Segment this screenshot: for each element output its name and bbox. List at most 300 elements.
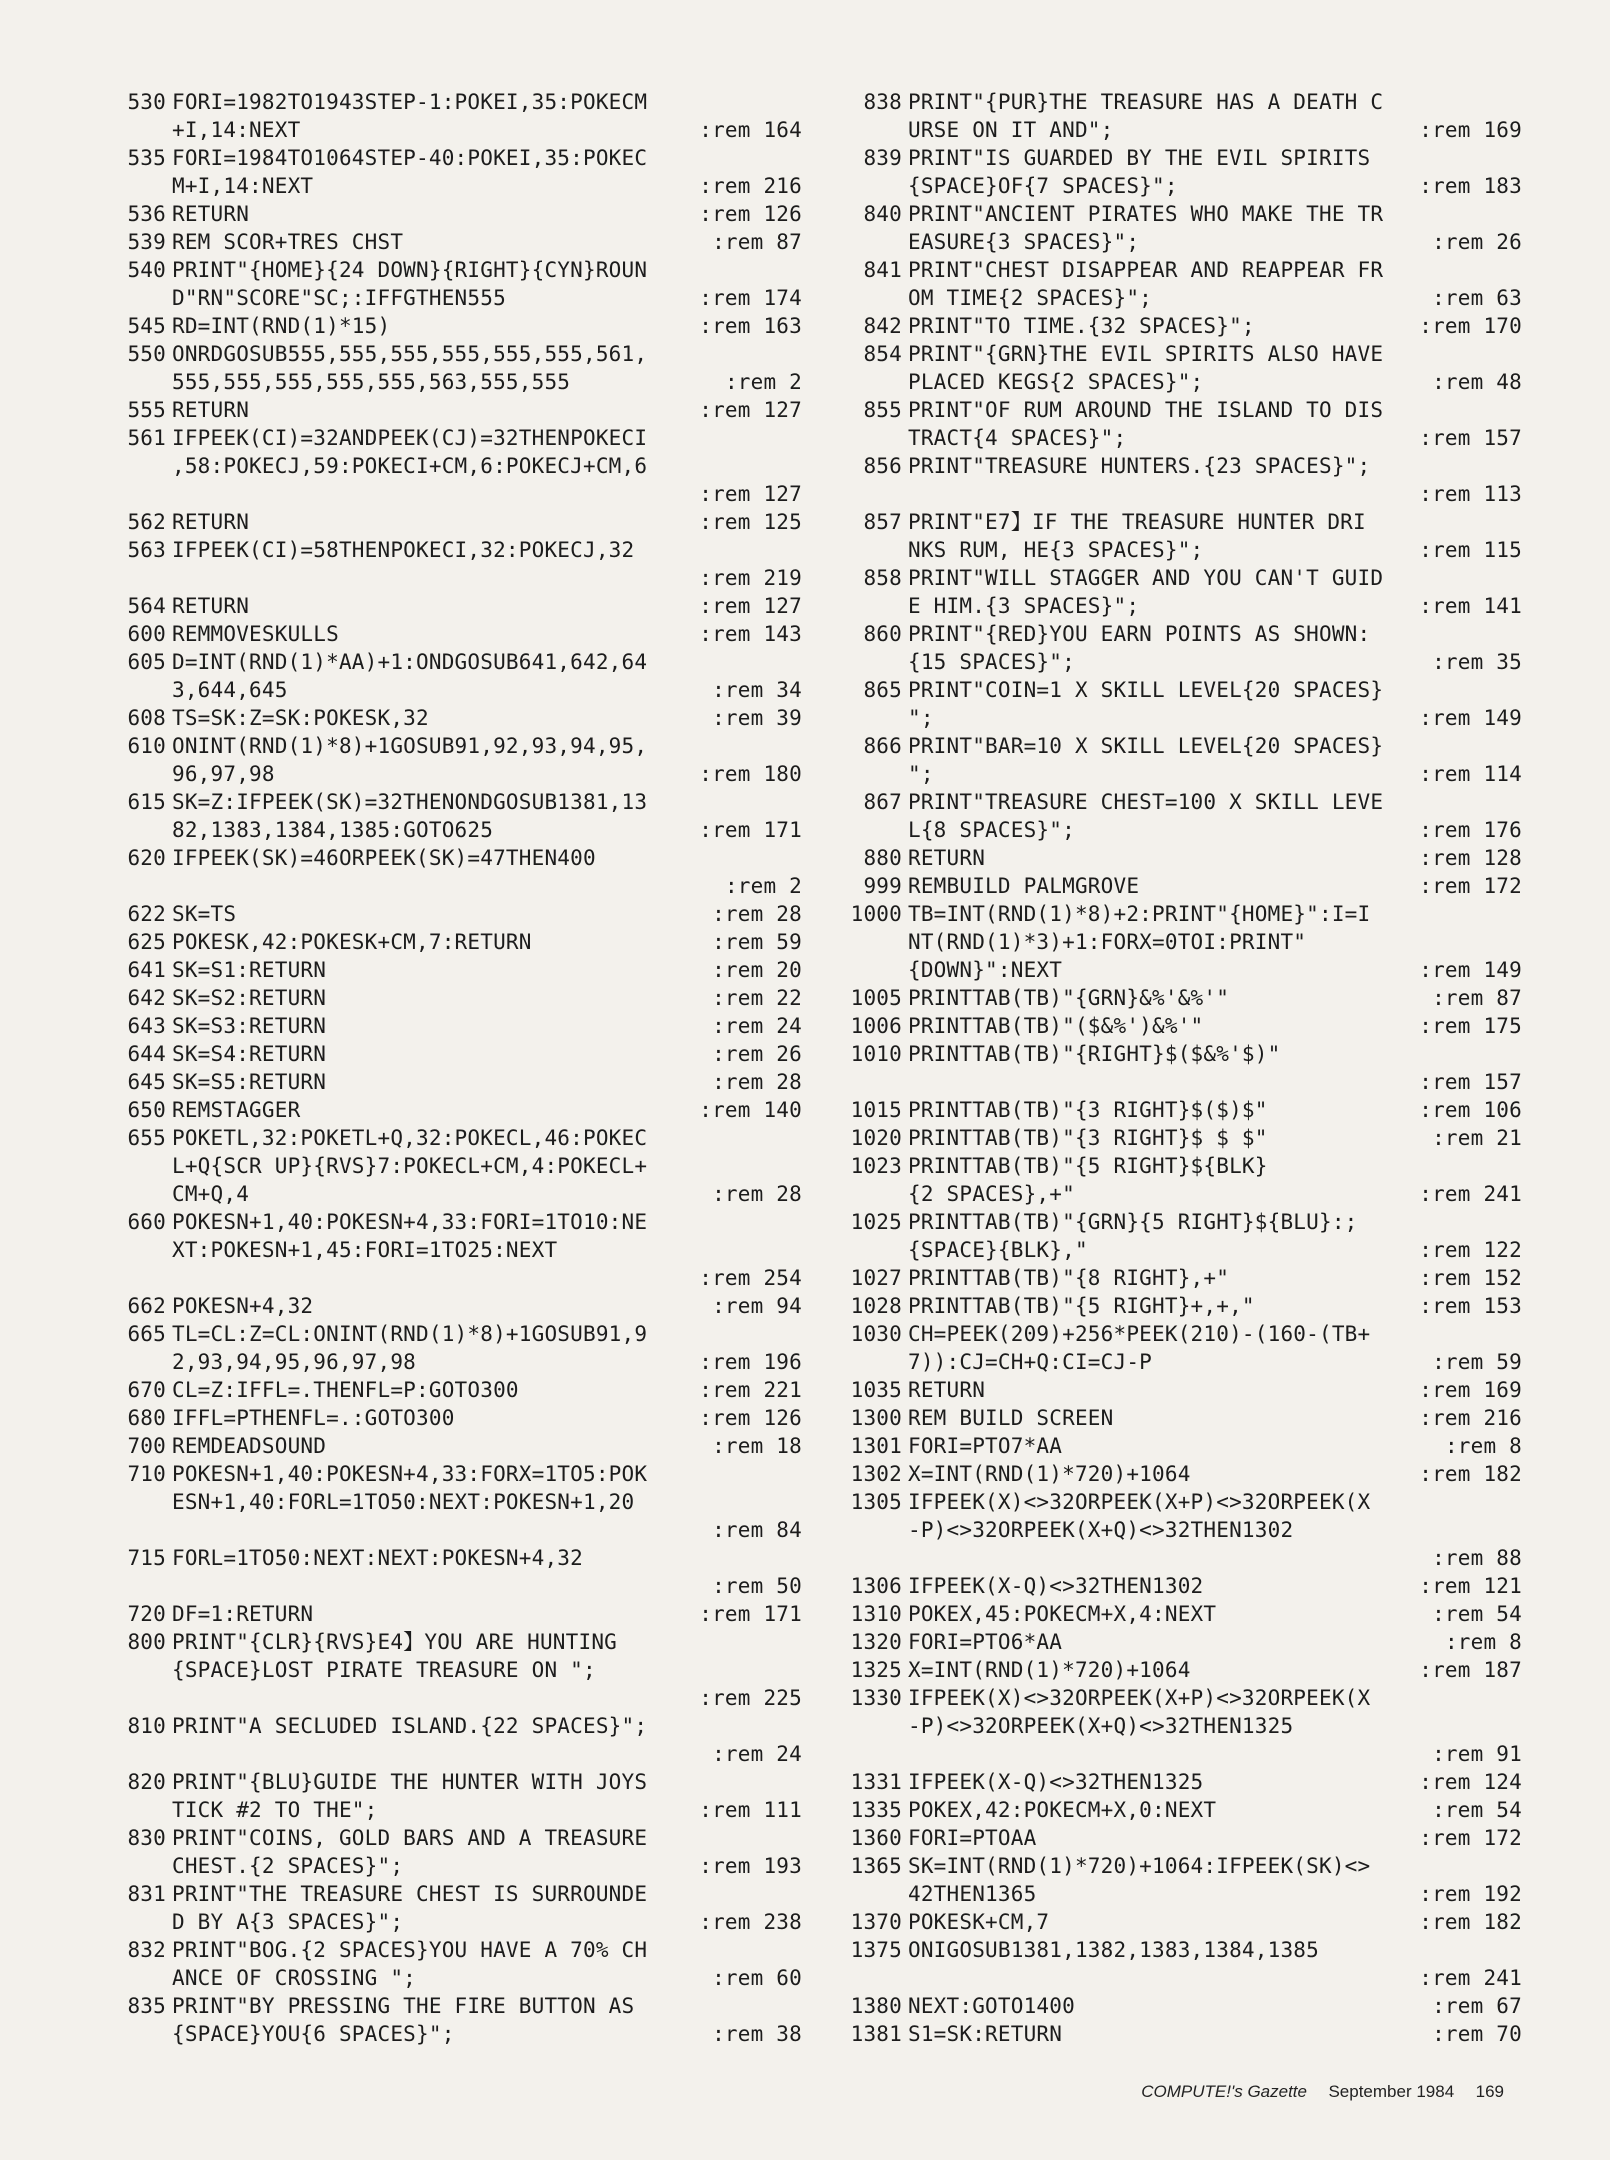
code-text: IFPEEK(X)<>32ORPEEK(X+P)<>32ORPEEK(X [908, 1686, 1371, 1710]
checksum-rem: :rem 127 [699, 594, 802, 618]
code-text: POKESN+1,40:POKESN+4,33:FORI=1TO10:NE [172, 1210, 648, 1234]
program-line [822, 1124, 1522, 1152]
checksum-rem: :rem 63 [1432, 286, 1522, 310]
checksum-rem: :rem 219 [699, 566, 802, 590]
program-line [822, 1264, 1522, 1292]
code-text: POKEX,42:POKECM+X,0:NEXT [908, 1798, 1217, 1822]
code-text: 96,97,98 [172, 762, 275, 786]
code-text: PRINT"BOG.{2 SPACES}YOU HAVE A 70% CH [172, 1938, 648, 1962]
code-text: PRINT"{RED}YOU EARN POINTS AS SHOWN: [908, 622, 1371, 646]
checksum-rem: :rem 121 [1419, 1574, 1522, 1598]
program-line [822, 312, 1522, 340]
code-text: PRINT"{BLU}GUIDE THE HUNTER WITH JOYS [172, 1770, 648, 1794]
line-number: 715 [127, 1546, 166, 1570]
line-number: 832 [127, 1938, 166, 1962]
line-number: 643 [127, 1014, 166, 1038]
checksum-rem: :rem 91 [1432, 1742, 1522, 1766]
code-text: FORI=1982TO1943STEP-1:POKEI,35:POKECM [172, 90, 648, 114]
code-text: PRINT"BY PRESSING THE FIRE BUTTON AS [172, 1994, 635, 2018]
checksum-rem: :rem 18 [712, 1434, 802, 1458]
program-line [102, 1068, 802, 1096]
checksum-rem: :rem 48 [1432, 370, 1522, 394]
code-text: PLACED KEGS{2 SPACES}"; [908, 370, 1204, 394]
code-text: FORI=PTO6*AA [908, 1630, 1063, 1654]
line-number: 1035 [850, 1378, 902, 1402]
program-line [822, 396, 1522, 452]
program-line [822, 844, 1522, 872]
program-line [822, 1320, 1522, 1376]
line-number: 835 [127, 1994, 166, 2018]
line-number: 999 [863, 874, 902, 898]
code-text: REM BUILD SCREEN [908, 1406, 1114, 1430]
code-text: PRINT"COIN=1 X SKILL LEVEL{20 SPACES} [908, 678, 1384, 702]
program-line [822, 1096, 1522, 1124]
line-number: 1370 [850, 1910, 902, 1934]
code-text: SK=S5:RETURN [172, 1070, 327, 1094]
program-line [102, 1404, 802, 1432]
checksum-rem: :rem 140 [699, 1098, 802, 1122]
line-number: 1020 [850, 1126, 902, 1150]
code-text: XT:POKESN+1,45:FORI=1TO25:NEXT [172, 1238, 558, 1262]
checksum-rem: :rem 157 [1419, 426, 1522, 450]
program-line [102, 732, 802, 788]
line-number: 1010 [850, 1042, 902, 1066]
checksum-rem: :rem 182 [1419, 1462, 1522, 1486]
checksum-rem: :rem 87 [712, 230, 802, 254]
checksum-rem: :rem 238 [699, 1910, 802, 1934]
checksum-rem: :rem 59 [1432, 1350, 1522, 1374]
code-text: PRINT"A SECLUDED ISLAND.{22 SPACES}"; [172, 1714, 648, 1738]
line-number: 1306 [850, 1574, 902, 1598]
line-number: 615 [127, 790, 166, 814]
program-line [102, 1320, 802, 1376]
code-text: OM TIME{2 SPACES}"; [908, 286, 1153, 310]
line-number: 820 [127, 1770, 166, 1794]
code-text: REMDEADSOUND [172, 1434, 327, 1458]
program-line [822, 1572, 1522, 1600]
checksum-rem: :rem 126 [699, 1406, 802, 1430]
code-text: TICK #2 TO THE"; [172, 1798, 378, 1822]
checksum-rem: :rem 225 [699, 1686, 802, 1710]
program-line [102, 592, 802, 620]
listing-column-right [822, 88, 1522, 2048]
line-number: 600 [127, 622, 166, 646]
code-text: FORI=1984TO1064STEP-40:POKEI,35:POKEC [172, 146, 648, 170]
program-line [102, 1432, 802, 1460]
checksum-rem: :rem 8 [1444, 1434, 1522, 1458]
line-number: 1381 [850, 2022, 902, 2046]
code-text: DF=1:RETURN [172, 1602, 314, 1626]
checksum-rem: :rem 38 [712, 2022, 802, 2046]
line-number: 831 [127, 1882, 166, 1906]
checksum-rem: :rem 241 [1419, 1966, 1522, 1990]
program-line [102, 424, 802, 508]
program-line [102, 1600, 802, 1628]
code-text: FORL=1TO50:NEXT:NEXT:POKESN+4,32 [172, 1546, 583, 1570]
program-line [822, 508, 1522, 564]
code-text: NT(RND(1)*3)+1:FORX=0TOI:PRINT" [908, 930, 1307, 954]
line-number: 854 [863, 342, 902, 366]
code-text: PRINTTAB(TB)"($&%')&%'" [908, 1014, 1204, 1038]
checksum-rem: :rem 180 [699, 762, 802, 786]
code-text: PRINT"{CLR}{RVS}E4】YOU ARE HUNTING [172, 1630, 618, 1654]
program-line [102, 928, 802, 956]
program-line [102, 228, 802, 256]
program-line [102, 1824, 802, 1880]
code-text: PRINTTAB(TB)"{5 RIGHT}${BLK} [908, 1154, 1268, 1178]
code-text: POKESN+1,40:POKESN+4,33:FORX=1TO5:POK [172, 1462, 648, 1486]
code-text: ANCE OF CROSSING "; [172, 1966, 417, 1990]
line-number: 622 [127, 902, 166, 926]
code-text: RETURN [172, 594, 250, 618]
line-number: 800 [127, 1630, 166, 1654]
line-number: 1301 [850, 1434, 902, 1458]
checksum-rem: :rem 149 [1419, 958, 1522, 982]
program-line [102, 1936, 802, 1992]
checksum-rem: :rem 193 [699, 1854, 802, 1878]
program-line [822, 1908, 1522, 1936]
program-line [102, 1208, 802, 1292]
line-number: 1028 [850, 1294, 902, 1318]
code-text: POKESK,42:POKESK+CM,7:RETURN [172, 930, 532, 954]
checksum-rem: :rem 67 [1432, 1994, 1522, 2018]
program-line [102, 200, 802, 228]
checksum-rem: :rem 141 [1419, 594, 1522, 618]
line-number: 641 [127, 958, 166, 982]
line-number: 645 [127, 1070, 166, 1094]
line-number: 670 [127, 1378, 166, 1402]
program-line [822, 872, 1522, 900]
code-text: {SPACE}LOST PIRATE TREASURE ON "; [172, 1658, 596, 1682]
checksum-rem: :rem 2 [724, 874, 802, 898]
code-text: PRINTTAB(TB)"{RIGHT}$($&%'$)" [908, 1042, 1281, 1066]
checksum-rem: :rem 34 [712, 678, 802, 702]
program-line [822, 620, 1522, 676]
line-number: 530 [127, 90, 166, 114]
code-text: RETURN [908, 846, 986, 870]
checksum-rem: :rem 125 [699, 510, 802, 534]
code-text: "; [908, 762, 934, 786]
line-number: 865 [863, 678, 902, 702]
program-line [102, 788, 802, 844]
code-text: PRINTTAB(TB)"{3 RIGHT}$($)$" [908, 1098, 1268, 1122]
program-line [822, 256, 1522, 312]
code-text: {15 SPACES}"; [908, 650, 1075, 674]
program-line [102, 1768, 802, 1824]
publication-name: COMPUTE!'s Gazette [1141, 2082, 1307, 2101]
code-text: {SPACE}YOU{6 SPACES}"; [172, 2022, 455, 2046]
line-number: 540 [127, 258, 166, 282]
program-line [822, 1460, 1522, 1488]
code-text: IFPEEK(SK)=46ORPEEK(SK)=47THEN400 [172, 846, 596, 870]
checksum-rem: :rem 241 [1419, 1182, 1522, 1206]
program-line [102, 1292, 802, 1320]
checksum-rem: :rem 70 [1432, 2022, 1522, 2046]
line-number: 857 [863, 510, 902, 534]
code-text: L+Q{SCR UP}{RVS}7:POKECL+CM,4:POKECL+ [172, 1154, 648, 1178]
checksum-rem: :rem 26 [1432, 230, 1522, 254]
line-number: 842 [863, 314, 902, 338]
program-line [102, 900, 802, 928]
code-text: ESN+1,40:FORL=1TO50:NEXT:POKESN+1,20 [172, 1490, 635, 1514]
line-number: 1365 [850, 1854, 902, 1878]
program-line [822, 1432, 1522, 1460]
line-number: 1006 [850, 1014, 902, 1038]
checksum-rem: :rem 192 [1419, 1882, 1522, 1906]
line-number: 1025 [850, 1210, 902, 1234]
line-number: 539 [127, 230, 166, 254]
checksum-rem: :rem 2 [724, 370, 802, 394]
checksum-rem: :rem 169 [1419, 1378, 1522, 1402]
code-text: REMBUILD PALMGROVE [908, 874, 1140, 898]
code-text: RETURN [908, 1378, 986, 1402]
code-text: X=INT(RND(1)*720)+1064 [908, 1462, 1191, 1486]
checksum-rem: :rem 182 [1419, 1910, 1522, 1934]
program-line [822, 1684, 1522, 1768]
code-text: RETURN [172, 202, 250, 226]
checksum-rem: :rem 21 [1432, 1126, 1522, 1150]
code-text: CH=PEEK(209)+256*PEEK(210)-(160-(TB+ [908, 1322, 1371, 1346]
line-number: 1300 [850, 1406, 902, 1430]
program-line [102, 1012, 802, 1040]
code-text: REM SCOR+TRES CHST [172, 230, 404, 254]
line-number: 1015 [850, 1098, 902, 1122]
code-text: "; [908, 706, 934, 730]
code-text: PRINT"IS GUARDED BY THE EVIL SPIRITS [908, 146, 1371, 170]
line-number: 1380 [850, 1994, 902, 2018]
code-text: PRINT"BAR=10 X SKILL LEVEL{20 SPACES} [908, 734, 1384, 758]
code-text: {SPACE}OF{7 SPACES}"; [908, 174, 1178, 198]
code-text: CL=Z:IFFL=.THENFL=P:GOTO300 [172, 1378, 519, 1402]
program-line [102, 648, 802, 704]
line-number: 680 [127, 1406, 166, 1430]
code-text: TL=CL:Z=CL:ONINT(RND(1)*8)+1GOSUB91,9 [172, 1322, 648, 1346]
line-number: 838 [863, 90, 902, 114]
line-number: 655 [127, 1126, 166, 1150]
code-text: 3,644,645 [172, 678, 288, 702]
code-text: PRINT"THE TREASURE CHEST IS SURROUNDE [172, 1882, 648, 1906]
code-text: PRINT"{HOME}{24 DOWN}{RIGHT}{CYN}ROUN [172, 258, 648, 282]
line-number: 839 [863, 146, 902, 170]
code-text: RD=INT(RND(1)*15) [172, 314, 391, 338]
program-line [102, 620, 802, 648]
line-number: 866 [863, 734, 902, 758]
program-line [102, 312, 802, 340]
code-text: PRINT"ANCIENT PIRATES WHO MAKE THE TR [908, 202, 1384, 226]
program-line [822, 1152, 1522, 1208]
code-text: SK=TS [172, 902, 237, 926]
program-line [102, 984, 802, 1012]
program-line [822, 564, 1522, 620]
code-text: SK=Z:IFPEEK(SK)=32THENONDGOSUB1381,13 [172, 790, 648, 814]
code-text: PRINTTAB(TB)"{3 RIGHT}$ $ $" [908, 1126, 1268, 1150]
code-text: PRINTTAB(TB)"{8 RIGHT},+" [908, 1266, 1230, 1290]
code-text: -P)<>32ORPEEK(X+Q)<>32THEN1302 [908, 1518, 1294, 1542]
checksum-rem: :rem 94 [712, 1294, 802, 1318]
code-text: 82,1383,1384,1385:GOTO625 [172, 818, 494, 842]
program-line [822, 144, 1522, 200]
checksum-rem: :rem 106 [1419, 1098, 1522, 1122]
program-line [102, 1992, 802, 2048]
line-number: 855 [863, 398, 902, 422]
program-line [822, 1768, 1522, 1796]
program-line [822, 340, 1522, 396]
checksum-rem: :rem 152 [1419, 1266, 1522, 1290]
checksum-rem: :rem 8 [1444, 1630, 1522, 1654]
code-text: IFPEEK(CI)=32ANDPEEK(CJ)=32THENPOKECI [172, 426, 648, 450]
code-text: X=INT(RND(1)*720)+1064 [908, 1658, 1191, 1682]
program-line [822, 200, 1522, 256]
line-number: 1030 [850, 1322, 902, 1346]
line-number: 1325 [850, 1658, 902, 1682]
program-line [822, 88, 1522, 144]
code-text: IFPEEK(X-Q)<>32THEN1302 [908, 1574, 1204, 1598]
line-number: 563 [127, 538, 166, 562]
program-line [822, 1656, 1522, 1684]
line-number: 710 [127, 1462, 166, 1486]
program-line [102, 1880, 802, 1936]
code-text: PRINTTAB(TB)"{GRN}&%'&%'" [908, 986, 1230, 1010]
program-line [822, 1796, 1522, 1824]
checksum-rem: :rem 87 [1432, 986, 1522, 1010]
checksum-rem: :rem 176 [1419, 818, 1522, 842]
code-text: SK=S4:RETURN [172, 1042, 327, 1066]
line-number: 1335 [850, 1798, 902, 1822]
checksum-rem: :rem 153 [1419, 1294, 1522, 1318]
code-text: PRINTTAB(TB)"{GRN}{5 RIGHT}${BLU}:; [908, 1210, 1358, 1234]
code-text: CHEST.{2 SPACES}"; [172, 1854, 404, 1878]
line-number: 535 [127, 146, 166, 170]
checksum-rem: :rem 113 [1419, 482, 1522, 506]
checksum-rem: :rem 164 [699, 118, 802, 142]
line-number: 1023 [850, 1154, 902, 1178]
checksum-rem: :rem 22 [712, 986, 802, 1010]
program-line [102, 508, 802, 536]
checksum-rem: :rem 175 [1419, 1014, 1522, 1038]
checksum-rem: :rem 163 [699, 314, 802, 338]
code-text: FORI=PTO7*AA [908, 1434, 1063, 1458]
program-line [102, 1712, 802, 1768]
checksum-rem: :rem 171 [699, 1602, 802, 1626]
line-number: 1000 [850, 902, 902, 926]
checksum-rem: :rem 127 [699, 398, 802, 422]
program-line [822, 1600, 1522, 1628]
checksum-rem: :rem 149 [1419, 706, 1522, 730]
checksum-rem: :rem 88 [1432, 1546, 1522, 1570]
program-line [102, 256, 802, 312]
checksum-rem: :rem 54 [1432, 1602, 1522, 1626]
code-text: D BY A{3 SPACES}"; [172, 1910, 404, 1934]
program-line [822, 1824, 1522, 1852]
program-line [822, 1852, 1522, 1908]
issue-date: September 1984 [1328, 2082, 1455, 2101]
code-text: TS=SK:Z=SK:POKESK,32 [172, 706, 429, 730]
checksum-rem: :rem 174 [699, 286, 802, 310]
code-text: 7)):CJ=CH+Q:CI=CJ-P [908, 1350, 1153, 1374]
code-text: IFFL=PTHENFL=.:GOTO300 [172, 1406, 455, 1430]
line-number: 840 [863, 202, 902, 226]
line-number: 550 [127, 342, 166, 366]
code-text: POKEX,45:POKECM+X,4:NEXT [908, 1602, 1217, 1626]
checksum-rem: :rem 221 [699, 1378, 802, 1402]
program-line [822, 1992, 1522, 2020]
code-text: RETURN [172, 510, 250, 534]
line-number: 662 [127, 1294, 166, 1318]
code-text: {DOWN}":NEXT [908, 958, 1063, 982]
code-text: PRINT"COINS, GOLD BARS AND A TREASURE [172, 1826, 648, 1850]
code-text: POKESK+CM,7 [908, 1910, 1050, 1934]
program-line [822, 1628, 1522, 1656]
program-line [822, 1488, 1522, 1572]
line-number: 867 [863, 790, 902, 814]
line-number: 858 [863, 566, 902, 590]
code-text: IFPEEK(CI)=58THENPOKECI,32:POKECJ,32 [172, 538, 635, 562]
line-number: 660 [127, 1210, 166, 1234]
checksum-rem: :rem 59 [712, 930, 802, 954]
code-text: PRINT"CHEST DISAPPEAR AND REAPPEAR FR [908, 258, 1384, 282]
checksum-rem: :rem 60 [712, 1966, 802, 1990]
program-line [102, 1124, 802, 1208]
code-text: REMMOVESKULLS [172, 622, 339, 646]
line-number: 1331 [850, 1770, 902, 1794]
line-number: 620 [127, 846, 166, 870]
code-text: 555,555,555,555,555,563,555,555 [172, 370, 571, 394]
code-text: {SPACE}{BLK}," [908, 1238, 1088, 1262]
program-line [822, 1936, 1522, 1992]
checksum-rem: :rem 170 [1419, 314, 1522, 338]
checksum-rem: :rem 128 [1419, 846, 1522, 870]
checksum-rem: :rem 28 [712, 902, 802, 926]
checksum-rem: :rem 127 [699, 482, 802, 506]
program-line [102, 956, 802, 984]
line-number: 700 [127, 1434, 166, 1458]
code-text: IFPEEK(X)<>32ORPEEK(X+P)<>32ORPEEK(X [908, 1490, 1371, 1514]
code-text: REMSTAGGER [172, 1098, 301, 1122]
line-number: 810 [127, 1714, 166, 1738]
program-line [822, 900, 1522, 984]
program-line [102, 340, 802, 396]
code-text: URSE ON IT AND"; [908, 118, 1114, 142]
program-line [822, 1040, 1522, 1096]
code-text: -P)<>32ORPEEK(X+Q)<>32THEN1325 [908, 1714, 1294, 1738]
listing-column-left [102, 88, 802, 2048]
program-line [102, 88, 802, 144]
program-line [822, 1012, 1522, 1040]
checksum-rem: :rem 24 [712, 1014, 802, 1038]
code-text: ,58:POKECJ,59:POKECI+CM,6:POKECJ+CM,6 [172, 454, 648, 478]
checksum-rem: :rem 111 [699, 1798, 802, 1822]
checksum-rem: :rem 35 [1432, 650, 1522, 674]
code-text: 2,93,94,95,96,97,98 [172, 1350, 417, 1374]
code-text: E HIM.{3 SPACES}"; [908, 594, 1140, 618]
code-text: PRINT"TREASURE HUNTERS.{23 SPACES}"; [908, 454, 1371, 478]
code-text: PRINT"TO TIME.{32 SPACES}"; [908, 314, 1255, 338]
code-text: TB=INT(RND(1)*8)+2:PRINT"{HOME}":I=I [908, 902, 1371, 926]
checksum-rem: :rem 84 [712, 1518, 802, 1542]
code-text: M+I,14:NEXT [172, 174, 314, 198]
checksum-rem: :rem 196 [699, 1350, 802, 1374]
line-number: 1310 [850, 1602, 902, 1626]
code-text: D=INT(RND(1)*AA)+1:ONDGOSUB641,642,64 [172, 650, 648, 674]
code-text: NKS RUM, HE{3 SPACES}"; [908, 538, 1204, 562]
line-number: 536 [127, 202, 166, 226]
code-text: SK=S3:RETURN [172, 1014, 327, 1038]
checksum-rem: :rem 169 [1419, 118, 1522, 142]
line-number: 1330 [850, 1686, 902, 1710]
program-line [822, 452, 1522, 508]
code-text: ONRDGOSUB555,555,555,555,555,555,561, [172, 342, 648, 366]
line-number: 1302 [850, 1462, 902, 1486]
